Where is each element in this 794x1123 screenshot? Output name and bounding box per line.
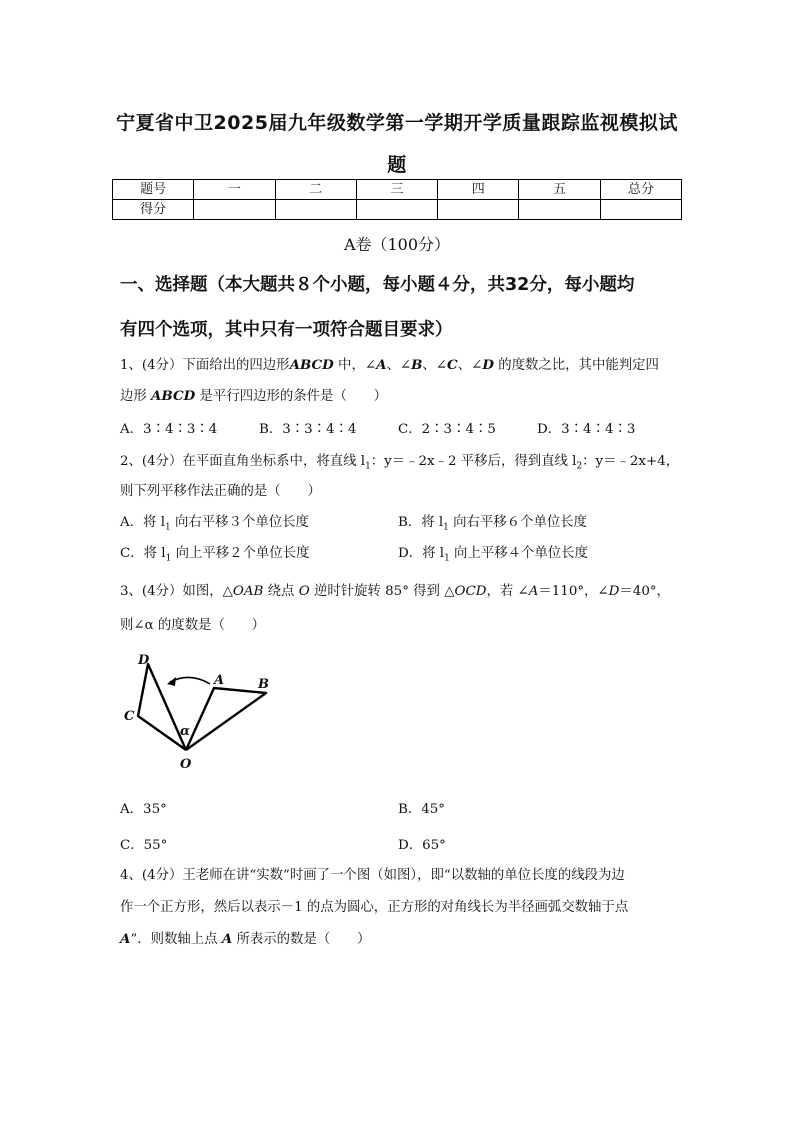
score-cell: 一 xyxy=(194,180,275,200)
score-cell: 二 xyxy=(275,180,356,200)
score-cell: 四 xyxy=(438,180,519,200)
score-cell: 题号 xyxy=(113,180,194,200)
score-table-score-row xyxy=(113,200,682,220)
score-cell: 总分 xyxy=(600,180,681,200)
q2-option-d: D．将 $l_1$ 向上平移４个单位长度 xyxy=(398,546,588,564)
score-blank-cell xyxy=(519,200,600,220)
q2-stem-line2: 则下列平移作法正确的是（ ） xyxy=(120,484,321,499)
rotation-figure xyxy=(118,648,283,773)
q1-option-a: A．3∶4∶3∶4 xyxy=(120,422,218,437)
q3-option-d: D．65° xyxy=(398,838,446,853)
q2-option-b: B．将 $l_1$ 向右平移６个单位长度 xyxy=(398,515,588,533)
score-blank-cell xyxy=(600,200,681,220)
q1-option-c: C．2∶3∶4∶5 xyxy=(398,422,496,437)
score-table xyxy=(112,179,682,220)
rotation-arrow xyxy=(170,677,210,684)
score-blank-cell xyxy=(194,200,275,220)
q1-stem-line1: 1、(4分）下面给出的四边形ABCD 中，∠A、∠B、∠C、∠D 的度数之比，其中能判定四 xyxy=(120,357,659,373)
part1-heading-line1: 一、选择题（本大题共８个小题，每小题４分，共32分，每小题均 xyxy=(120,275,635,295)
part1-heading-line2: 有四个选项，其中只有一项符合题目要求） xyxy=(120,320,453,340)
section-a-heading: A卷（100分） xyxy=(343,235,451,254)
q3-option-c: C．55° xyxy=(120,838,168,853)
score-cell: 三 xyxy=(356,180,437,200)
document-title-line1: 宁夏省中卫2025届九年级数学第一学期开学质量跟踪监视模拟试 xyxy=(116,112,678,134)
label-d: D xyxy=(138,653,150,668)
score-blank-cell xyxy=(356,200,437,220)
score-blank-cell xyxy=(275,200,356,220)
q4-stem-line3: A”．则数轴上点 A 所表示的数是（ ） xyxy=(120,931,371,947)
q4-stem-line2: 作一个正方形，然后以表示－1 的点为圆心，正方形的对角线长为半径画弧交数轴于点 xyxy=(120,900,629,915)
score-table-header-row xyxy=(113,180,682,200)
q3-option-b: B．45° xyxy=(398,802,445,817)
score-cell: 五 xyxy=(519,180,600,200)
label-c: C xyxy=(124,709,135,724)
label-b: B xyxy=(258,677,269,692)
label-o: O xyxy=(180,757,192,772)
score-blank-cell xyxy=(438,200,519,220)
triangle-ocd xyxy=(138,664,186,750)
q1-option-d: D．3∶4∶4∶3 xyxy=(537,422,636,437)
q2-stem-line1: 2、(4分）在平面直角坐标系中，将直线 $l_1$：y＝﹣2x﹣2 平移后，得到直线 $l_2$：y＝﹣2x+4， xyxy=(120,454,680,472)
triangle-oab xyxy=(186,688,266,750)
q3-stem-line2: 则∠α 的度数是（ ） xyxy=(120,618,266,633)
document-title-line2: 题 xyxy=(387,154,407,176)
q3-option-a: A．35° xyxy=(120,802,167,817)
score-cell: 得分 xyxy=(113,200,194,220)
label-a: A xyxy=(214,673,225,688)
q2-option-c: C．将 $l_1$ 向上平移２个单位长度 xyxy=(120,546,310,564)
q1-stem-line2: 边形 ABCD 是平行四边形的条件是（ ） xyxy=(120,388,388,404)
q3-stem-line1: 3、(4分）如图，△OAB 绕点 O 逆时针旋转 85° 得到 △OCD，若 ∠A＝110°，∠D＝40°， xyxy=(120,584,670,599)
q1-option-b: B．3∶3∶4∶4 xyxy=(259,422,357,437)
q2-option-a: A．将 $l_1$ 向右平移３个单位长度 xyxy=(120,515,309,533)
q4-stem-line1: 4、(4分）王老师在讲“实数”时画了一个图（如图），即“以数轴的单位长度的线段为边 xyxy=(120,868,625,883)
label-alpha: α xyxy=(180,724,191,739)
arrow-head-icon xyxy=(167,677,176,686)
